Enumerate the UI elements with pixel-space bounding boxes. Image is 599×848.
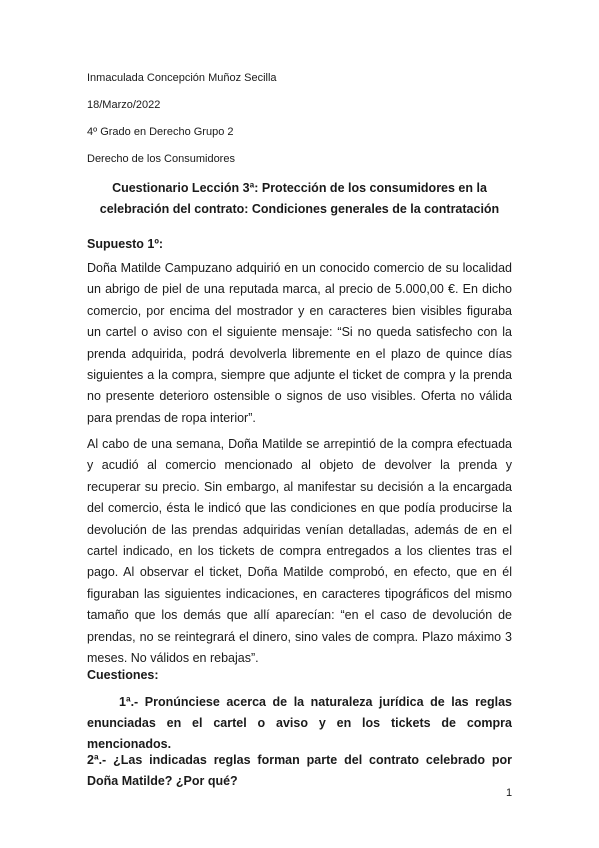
question-2: 2ª.- ¿Las indicadas reglas forman parte del contrato celebrado por Doña Matilde? ¿Por qué? (87, 753, 512, 788)
title-line-1: Cuestionario Lección 3ª: Protección de los consumidores en la (112, 181, 487, 195)
subject-name: Derecho de los Consumidores (87, 153, 235, 165)
page-number: 1 (506, 787, 513, 799)
supuesto-heading: Supuesto 1º: (87, 237, 164, 251)
document-title (87, 178, 512, 220)
document-date: 18/Marzo/2022 (87, 99, 161, 111)
author-name: Inmaculada Concepción Muñoz Secilla (87, 72, 277, 84)
case-paragraph-2: Al cabo de una semana, Doña Matilde se arrepintió de la compra efectuada y acudió al comercio mencionado al objeto de devolver la prenda y recuperar su precio. Sin embargo, al manifestar su decisión a la encargada del comercio, ésta le indicó que las condiciones en que podía producirse la devolución de las prendas adquiridas venían detalladas, además de en el cartel indicado, en los tickets de compra entregados a los clientes tras el pago. Al observar el ticket, Doña Matilde comprobó, en efecto, que en él figuraban las siguientes indicaciones, en caracteres tipográficos del mismo tamaño que los demás que allí aparecían: “en el caso de devolución de prendas, no se reintegrará el dinero, sino vales de compra. Plazo máximo 3 meses. No válidos en rebajas”. (87, 437, 512, 666)
question-1: 1ª.- Pronúnciese acerca de la naturaleza jurídica de las reglas enunciadas en el cartel o aviso y en los tickets de compra mencionados. (87, 695, 512, 751)
title-line-2: celebración del contrato: Condiciones generales de la contratación (99, 202, 500, 216)
course-group: 4º Grado en Derecho Grupo 2 (87, 126, 234, 138)
cuestiones-heading: Cuestiones: (87, 668, 159, 682)
case-paragraph-1: Doña Matilde Campuzano adquirió en un conocido comercio de su localidad un abrigo de piel de una reputada marca, al precio de 5.000,00 €. En dicho comercio, por encima del mostrador y en caracteres bien visibles figuraba un cartel o aviso con el siguiente mensaje: “Si no queda satisfecho con la prenda adquirida, podrá devolverla libremente en el plazo de quince días siguientes a la compra, siempre que adjunte el ticket de compra y la prenda no presente deterioro ostensible o signos de uso visibles. Oferta no válida para prendas de ropa interior”. (87, 261, 512, 425)
